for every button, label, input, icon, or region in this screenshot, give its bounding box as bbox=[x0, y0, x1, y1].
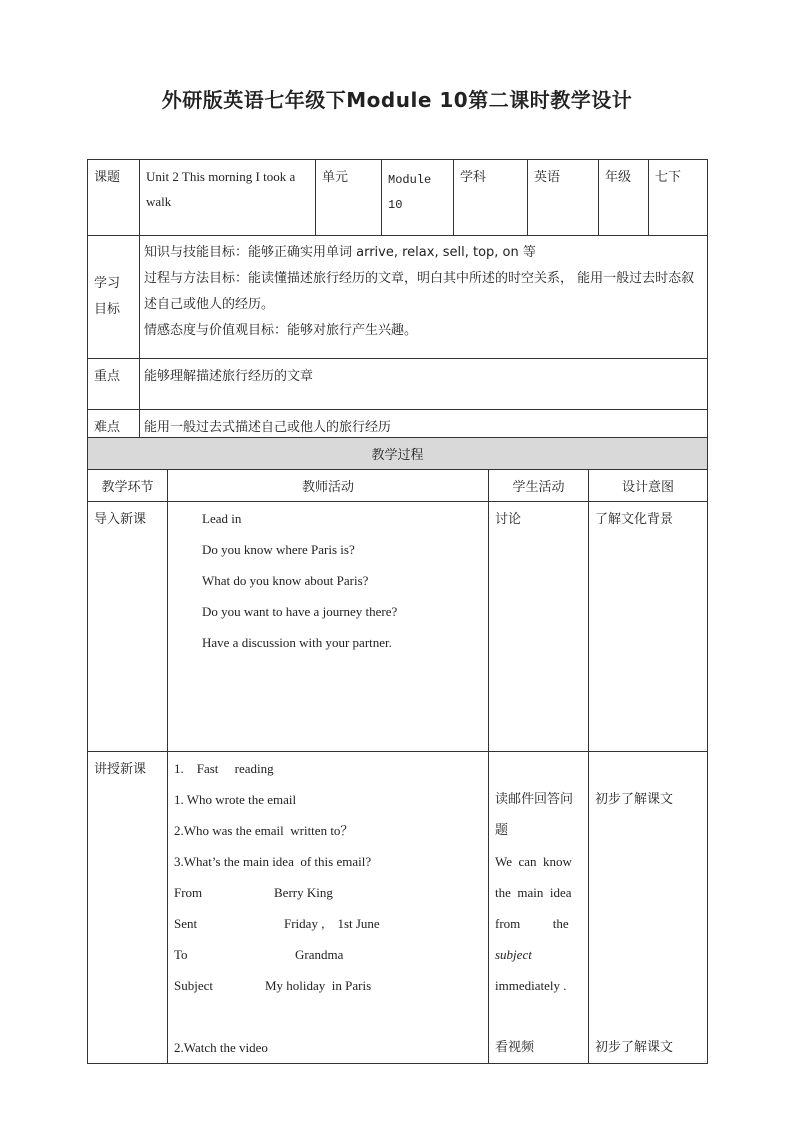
lead-in-line: Lead in bbox=[202, 511, 242, 526]
email-field-key: Subject bbox=[174, 978, 213, 993]
teacher-line: 1. Who wrote the email bbox=[174, 792, 297, 807]
process-table bbox=[87, 437, 708, 1064]
lead-in-intent: 了解文化背景 bbox=[589, 502, 708, 752]
lead-in-stage: 导入新课 bbox=[88, 502, 168, 752]
spacer bbox=[495, 753, 582, 784]
objective-attitude: 情感态度与价值观目标：能够对旅行产生兴趣。 bbox=[144, 323, 418, 338]
email-field-sent bbox=[174, 908, 488, 939]
objectives-content bbox=[140, 236, 708, 359]
key-point-row bbox=[88, 359, 708, 410]
difficulty-label: 难点 bbox=[88, 410, 140, 438]
objectives-label-text: 学习目标 bbox=[94, 276, 121, 317]
info-table bbox=[87, 159, 708, 236]
key-point-label: 重点 bbox=[88, 359, 140, 410]
spacer bbox=[495, 1001, 582, 1032]
spacer bbox=[595, 939, 701, 970]
new-lesson-teacher bbox=[168, 752, 489, 1064]
spacer bbox=[595, 815, 701, 846]
student-line: We can know bbox=[495, 854, 572, 869]
objective-process: 过程与方法目标：能读懂描述旅行经历的文章，明白其中所述的时空关系， 能用一般过去时态叙述自己或他人的经历。 bbox=[144, 271, 695, 312]
email-field-key: From bbox=[174, 885, 203, 900]
email-field-value: Friday , 1st June bbox=[284, 916, 380, 931]
watch-video-line: 2.Watch the video bbox=[174, 1040, 268, 1055]
objectives-table bbox=[87, 235, 708, 438]
spacer bbox=[595, 846, 701, 877]
new-lesson-row bbox=[88, 752, 708, 1064]
email-field-from bbox=[174, 877, 488, 908]
teacher-line: 3.What’s the main idea of this email? bbox=[174, 854, 372, 869]
student-line: 题 bbox=[495, 823, 509, 838]
spacer bbox=[595, 877, 701, 908]
student-watch: 看视频 bbox=[495, 1040, 535, 1055]
lead-in-line: Do you want to have a journey there? bbox=[202, 604, 398, 619]
column-stage: 教学环节 bbox=[88, 470, 168, 502]
spacer bbox=[595, 1001, 701, 1032]
spacer bbox=[595, 970, 701, 1001]
unit-label: 单元 bbox=[316, 160, 382, 236]
lead-in-teacher bbox=[168, 502, 489, 752]
process-header: 教学过程 bbox=[88, 438, 708, 470]
spacer bbox=[595, 908, 701, 939]
grade-value: 七下 bbox=[649, 160, 708, 236]
difficulty-row bbox=[88, 410, 708, 438]
key-point-value: 能够理解描述旅行经历的文章 bbox=[140, 359, 708, 410]
spacer bbox=[595, 753, 701, 784]
student-line: from the bbox=[495, 916, 569, 931]
teacher-line: 1. Fast reading bbox=[174, 761, 274, 776]
process-columns-row bbox=[88, 470, 708, 502]
student-line: immediately . bbox=[495, 978, 567, 993]
info-row bbox=[88, 160, 708, 236]
lead-in-line: What do you know about Paris? bbox=[202, 573, 369, 588]
objectives-row bbox=[88, 236, 708, 359]
student-line: the main idea bbox=[495, 885, 572, 900]
difficulty-value: 能用一般过去式描述自己或他人的旅行经历 bbox=[140, 410, 708, 438]
new-lesson-student bbox=[489, 752, 589, 1064]
email-field-key: Sent bbox=[174, 916, 198, 931]
email-field-key: To bbox=[174, 947, 188, 962]
student-subject: subject bbox=[495, 947, 532, 962]
email-field-value: Berry King bbox=[274, 885, 333, 900]
teacher-line: 2.Who was the email written to？ bbox=[174, 823, 354, 838]
document-title: 外研版英语七年级下Module 10第二课时教学设计 bbox=[161, 88, 633, 112]
lead-in-line: Do you know where Paris is? bbox=[202, 542, 355, 557]
intent-line: 初步了解课文 bbox=[595, 1040, 674, 1055]
student-line: 读邮件回答问 bbox=[495, 792, 574, 807]
email-field-to bbox=[174, 939, 488, 970]
email-field-value: My holiday in Paris bbox=[265, 978, 372, 993]
lead-in-row bbox=[88, 502, 708, 752]
new-lesson-stage: 讲授新课 bbox=[88, 752, 168, 1064]
intent-line: 初步了解课文 bbox=[595, 792, 674, 807]
lead-in-line: Have a discussion with your partner. bbox=[202, 635, 392, 650]
process-header-row bbox=[88, 438, 708, 470]
email-field-value: Grandma bbox=[295, 947, 344, 962]
topic-value: Unit 2 This morning I took a walk bbox=[140, 160, 316, 236]
topic-label: 课题 bbox=[88, 160, 140, 236]
subject-label: 学科 bbox=[454, 160, 528, 236]
column-intent: 设计意图 bbox=[589, 470, 708, 502]
column-teacher: 教师活动 bbox=[168, 470, 489, 502]
objectives-label bbox=[88, 236, 140, 359]
unit-value: Module 10 bbox=[382, 160, 454, 236]
new-lesson-intent bbox=[589, 752, 708, 1064]
column-student: 学生活动 bbox=[489, 470, 589, 502]
spacer bbox=[174, 1001, 488, 1032]
email-field-subject bbox=[174, 970, 488, 1001]
subject-value: 英语 bbox=[528, 160, 599, 236]
lead-in-student: 讨论 bbox=[489, 502, 589, 752]
grade-label: 年级 bbox=[599, 160, 649, 236]
objective-knowledge: 知识与技能目标：能够正确实用单词 arrive, relax, sell, top, on 等 bbox=[144, 245, 536, 260]
